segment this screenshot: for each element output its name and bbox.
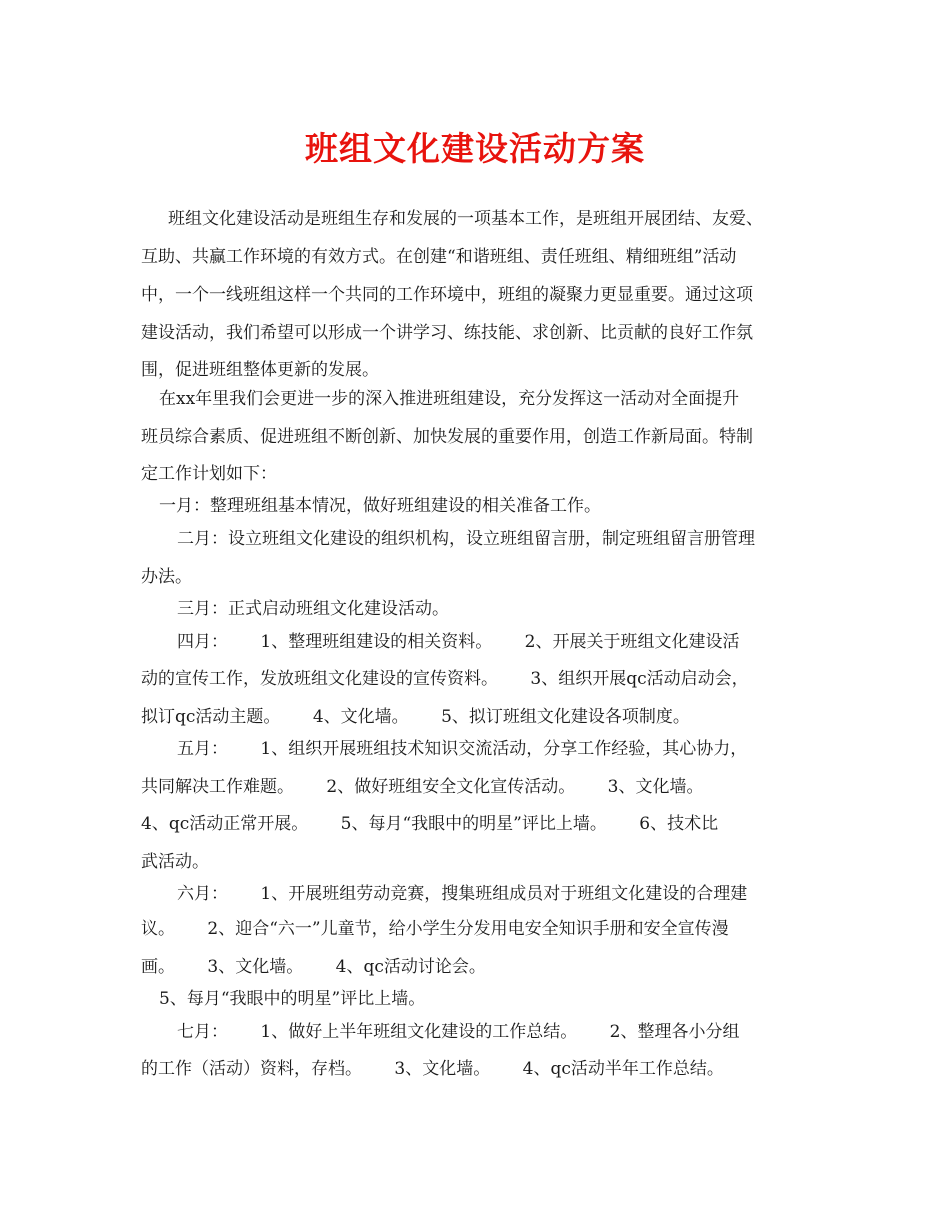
paragraph-line: 4、qc活动正常开展。 5、每月“我眼中的明星”评比上墙。 6、技术比 — [141, 814, 719, 834]
paragraph-line: 一月：整理班组基本情况，做好班组建设的相关准备工作。 — [159, 496, 601, 516]
paragraph-line: 班员综合素质、促进班组不断创新、加快发展的重要作用，创造工作新局面。特制 — [141, 427, 753, 447]
paragraph-line: 四月： 1、整理班组建设的相关资料。 2、开展关于班组文化建设活 — [177, 632, 740, 652]
paragraph-line: 的工作（活动）资料，存档。 3、文化墙。 4、qc活动半年工作总结。 — [141, 1059, 724, 1079]
paragraph-line: 互助、共赢工作环境的有效方式。在创建“和谐班组、责任班组、精细班组”活动 — [141, 247, 737, 267]
paragraph-line: 二月：设立班组文化建设的组织机构，设立班组留言册，制定班组留言册管理 — [177, 529, 755, 549]
paragraph-line: 议。 2、迎合“六一”儿童节，给小学生分发用电安全知识手册和安全宣传漫 — [141, 919, 729, 939]
paragraph-line: 在xx年里我们会更进一步的深入推进班组建设，充分发挥这一活动对全面提升 — [159, 389, 740, 409]
paragraph-line: 三月：正式启动班组文化建设活动。 — [177, 599, 449, 619]
paragraph-line: 六月： 1、开展班组劳动竞赛，搜集班组成员对于班组文化建设的合理建 — [177, 884, 748, 904]
paragraph-line: 围，促进班组整体更新的发展。 — [141, 360, 379, 380]
paragraph-line: 5、每月“我眼中的明星”评比上墙。 — [159, 989, 426, 1009]
paragraph-line: 定工作计划如下： — [141, 464, 277, 484]
paragraph-line: 共同解决工作难题。 2、做好班组安全文化宣传活动。 3、文化墙。 — [141, 777, 704, 797]
paragraph-line: 建设活动，我们希望可以形成一个讲学习、练技能、求创新、比贡献的良好工作氛 — [141, 323, 753, 343]
paragraph-line: 画。 3、文化墙。 4、qc活动讨论会。 — [141, 957, 486, 977]
paragraph-line: 动的宣传工作，发放班组文化建设的宣传资料。 3、组织开展qc活动启动会， — [141, 669, 749, 689]
paragraph-line: 武活动。 — [141, 852, 209, 872]
paragraph-line: 中，一个一线班组这样一个共同的工作环境中，班组的凝聚力更显重要。通过这项 — [141, 285, 753, 305]
document-title: 班组文化建设活动方案 — [305, 129, 645, 168]
paragraph-line: 拟订qc活动主题。 4、文化墙。 5、拟订班组文化建设各项制度。 — [141, 707, 690, 727]
paragraph-line: 七月： 1、做好上半年班组文化建设的工作总结。 2、整理各小分组 — [177, 1022, 740, 1042]
paragraph-line: 办法。 — [141, 567, 192, 587]
paragraph-line: 五月： 1、组织开展班组技术知识交流活动，分享工作经验，其心协力， — [177, 739, 748, 759]
paragraph-line: 班组文化建设活动是班组生存和发展的一项基本工作，是班组开展团结、友爱、 — [168, 209, 763, 229]
